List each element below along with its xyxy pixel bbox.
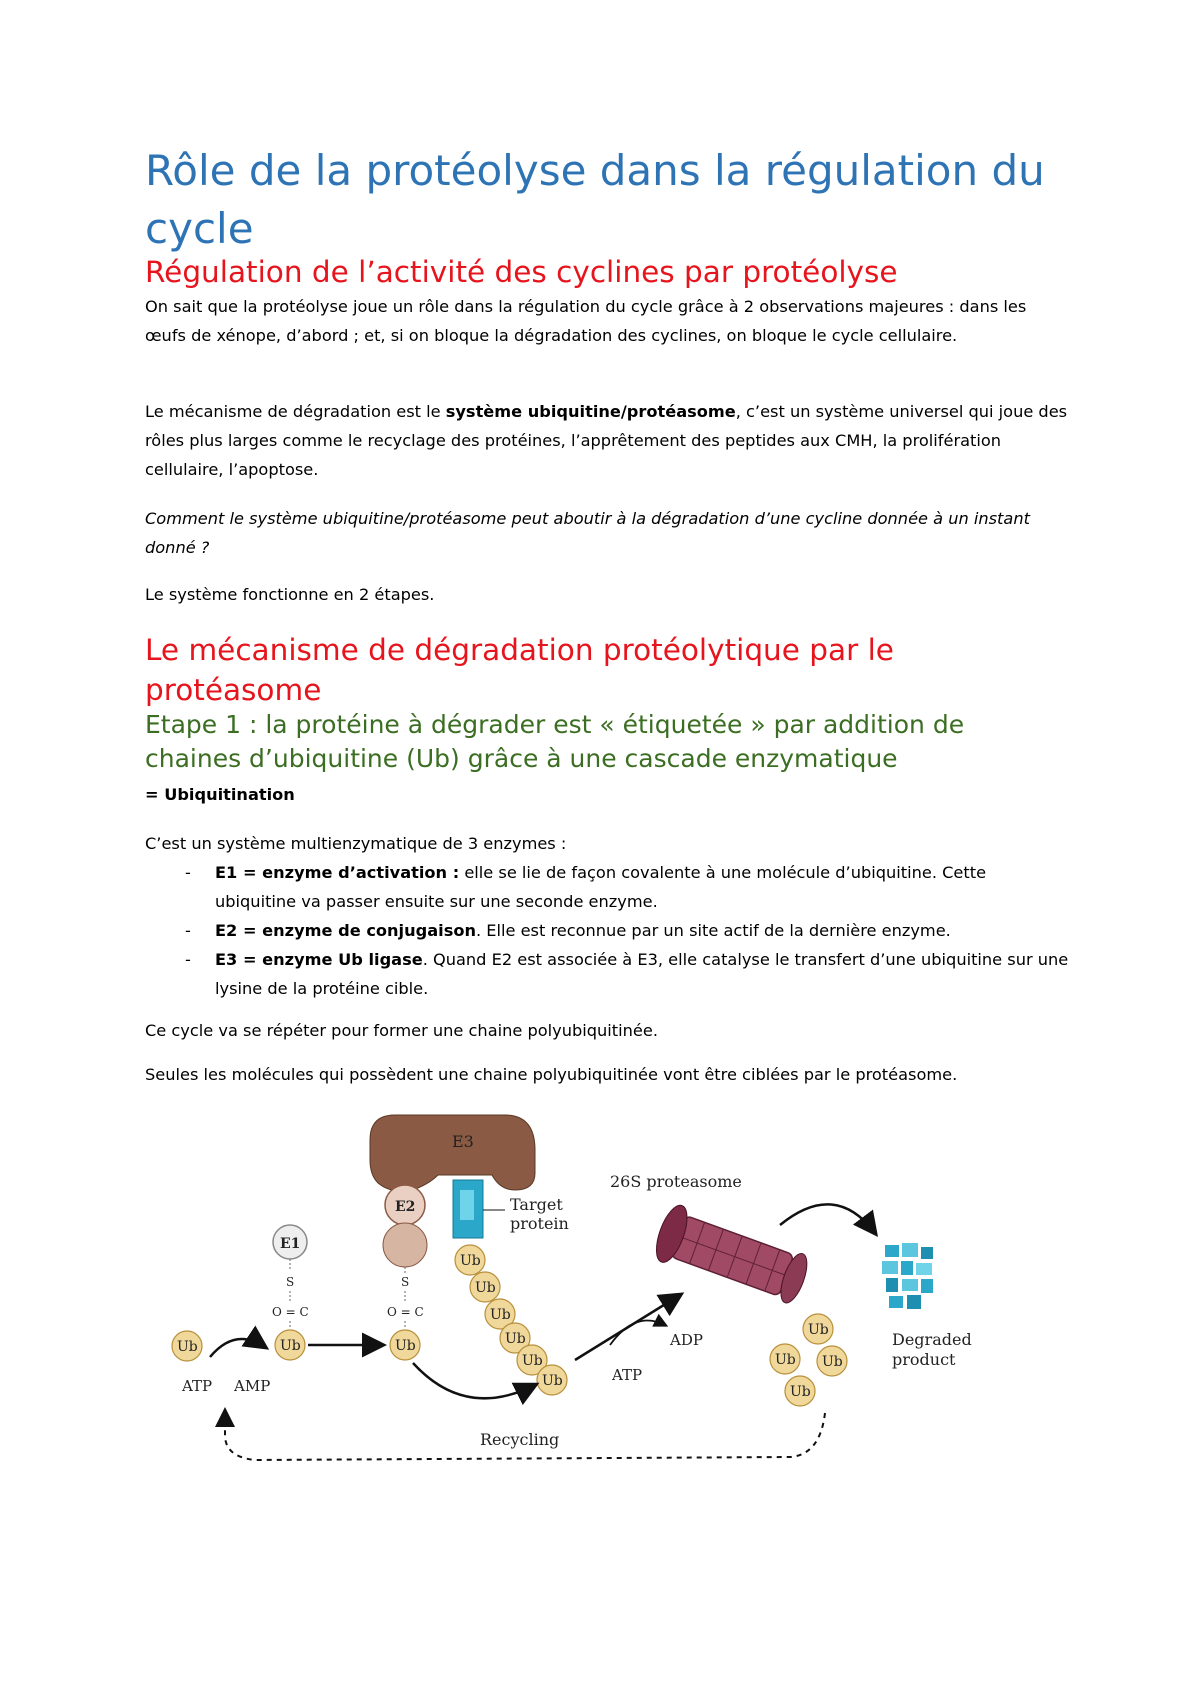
bold-term: E1 = enzyme d’activation : (215, 863, 460, 882)
text-run: . Elle est reconnue par un site actif de la dernière enzyme. (475, 921, 951, 940)
section-heading-cyclines: Régulation de l’activité des cyclines par protéolyse (145, 255, 898, 289)
e3-label: E3 (452, 1132, 474, 1151)
ligation-arrow (413, 1363, 535, 1398)
enzyme-list (145, 858, 1070, 1003)
bold-term: système ubiquitine/protéasome (445, 402, 736, 421)
ub-label: Ub (522, 1353, 543, 1369)
atp-label: ATP (182, 1377, 213, 1395)
text-run: Le mécanisme de dégradation est le (145, 402, 446, 421)
oc-label: O = C (272, 1305, 309, 1319)
paragraph-proteasome-target: Seules les molécules qui possèdent une chaine polyubiquitinée vont être ciblées par le protéasome. (145, 1065, 958, 1084)
italic-question: Comment le système ubiquitine/protéasome peut aboutir à la dégradation d’une cycline donnée à un instant donné ? (145, 509, 1030, 557)
paragraph-question (145, 504, 1070, 562)
paragraph-observations: On sait que la protéolyse joue un rôle dans la régulation du cycle grâce à 2 observations majeures : dans les œufs de xénope, d’abord ; et, si on bloque la dégradation des cyclines, on bloque le cycle cellulaire. (145, 297, 1027, 345)
fragment (902, 1243, 918, 1257)
paragraph-cycle-repeat: Ce cycle va se répéter pour former une chaine polyubiquitinée. (145, 1021, 658, 1040)
amp-label: AMP (234, 1377, 271, 1395)
oc-label: O = C (387, 1305, 424, 1319)
ub-label: Ub (177, 1339, 198, 1355)
sulfur-label: S (401, 1275, 410, 1289)
text-run: elle se lie de façon covalente à une molécule d’ubiquitine. Cette ubiquitine va passer ensuite sur une seconde enzyme. (215, 863, 987, 911)
adp-label: ADP (670, 1331, 703, 1349)
text-run: , c’est un système universel qui joue des rôles plus larges comme le recyclage des protéines, l’apprêtement des peptides aux CMH, la prolifération cellulaire, l’apoptose. (145, 402, 1068, 479)
proteasome-label: 26S proteasome (610, 1172, 742, 1191)
degraded-label-line1: Degraded (892, 1330, 972, 1349)
ub-label: Ub (775, 1352, 796, 1368)
ub-label: Ub (475, 1280, 496, 1296)
list-item (145, 945, 1070, 1003)
degradation-arrow (780, 1204, 875, 1233)
atp-label: ATP (612, 1366, 643, 1384)
bullet-dash: - (185, 950, 191, 969)
sulfur-label: S (286, 1275, 295, 1289)
ubiquitination-label (145, 780, 1070, 809)
ub-label: Ub (822, 1354, 843, 1370)
fragment (921, 1247, 933, 1259)
step1-heading: Etape 1 : la protéine à dégrader est « étiquetée » par addition de chaines d’ubiquitine (Ub) grâce à une cascade enzymatique (145, 710, 965, 773)
ub-label: Ub (790, 1384, 811, 1400)
bullet-dash: - (185, 863, 191, 882)
fragment (885, 1245, 899, 1257)
bullet-dash: - (185, 921, 191, 940)
ub-label: Ub (808, 1322, 829, 1338)
fragment (916, 1263, 932, 1275)
bold-term: = Ubiquitination (145, 785, 295, 804)
e1-label: E1 (280, 1236, 301, 1252)
list-item (145, 858, 1070, 916)
degraded-fragments (882, 1243, 933, 1309)
fragment (907, 1295, 921, 1309)
target-label-line1: Target (510, 1195, 563, 1214)
fragment (882, 1261, 898, 1274)
degraded-label-line2: product (892, 1350, 956, 1369)
paragraph-enzymes-intro: C’est un système multienzymatique de 3 enzymes : (145, 834, 567, 853)
e2-label: E2 (395, 1199, 416, 1215)
ub-chain (455, 1245, 567, 1395)
bold-term: E2 = enzyme de conjugaison (215, 921, 476, 940)
fragment (901, 1261, 913, 1275)
ub-label: Ub (280, 1338, 301, 1354)
target-label-line2: protein (510, 1214, 569, 1233)
page-title: Rôle de la protéolyse dans la régulation du cycle (145, 146, 1045, 253)
fragment (889, 1296, 903, 1308)
fragment (886, 1278, 898, 1292)
ub-label: Ub (542, 1373, 563, 1389)
paragraph-mechanism (145, 397, 1070, 484)
ub-label: Ub (490, 1307, 511, 1323)
text-run: . Quand E2 est associée à E3, elle catalyse le transfert d’une ubiquitine sur une lysine de la protéine cible. (215, 950, 1069, 998)
ub-label: Ub (460, 1253, 481, 1269)
activation-arrow (210, 1339, 265, 1357)
target-protein-highlight (460, 1190, 474, 1220)
fragment (921, 1279, 933, 1293)
ubiquitination-diagram (170, 1095, 1080, 1495)
list-item (145, 916, 1070, 945)
paragraph-two-steps: Le système fonctionne en 2 étapes. (145, 585, 435, 604)
e2-enzyme-body (383, 1223, 427, 1267)
fragment (902, 1279, 918, 1291)
section-heading-proteasome: Le mécanisme de dégradation protéolytique par le protéasome (145, 633, 894, 707)
recycling-label: Recycling (480, 1430, 560, 1449)
ub-label: Ub (505, 1331, 526, 1347)
bold-term: E3 = enzyme Ub ligase (215, 950, 423, 969)
ub-label: Ub (395, 1338, 416, 1354)
